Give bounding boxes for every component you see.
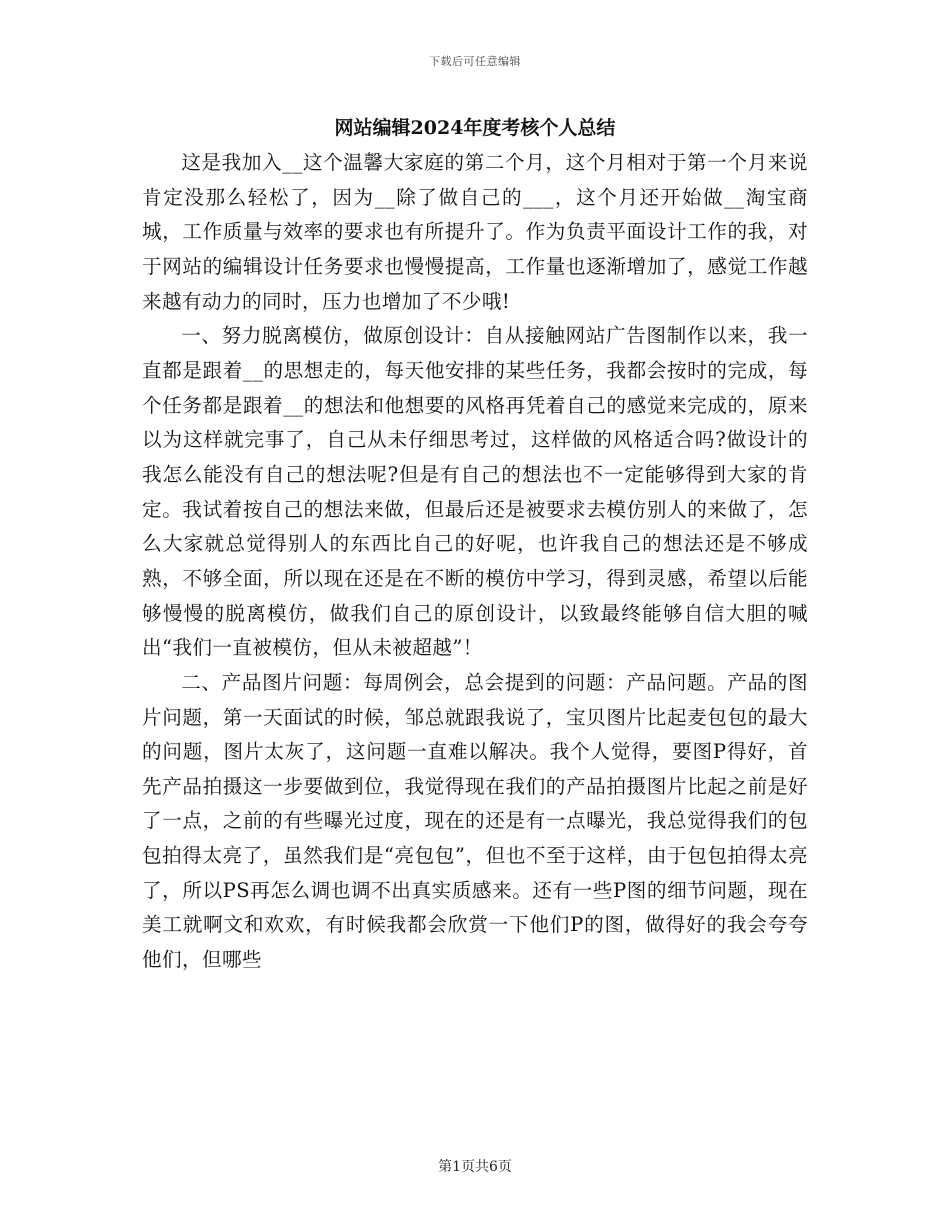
paragraph-section-1: 一、努力脱离模仿，做原创设计：自从接触网站广告图制作以来，我一直都是跟着__的思想走的，每天他安排的某些任务，我都会按时的完成，每个任务都是跟着__的想法和他想要的风格再凭着自己的感觉来完成的，原来以为这样就完事了，自己从未仔细思考过，这样做的风格适合吗?做设计的我怎么能没有自己的想法呢?但是有自己的想法也不一定能够得到大家的肯定。我试着按自己的想法来做，但最后还是被要求去模仿别人的来做了，怎么大家就总觉得别人的东西比自己的好呢，也许我自己的想法还是不够成熟，不够全面，所以现在还是在不断的模仿中学习，得到灵感，希望以后能够慢慢的脱离模仿，做我们自己的原创设计，以致最终能够自信大胆的喊出“我们一直被模仿，但从未被超越”！ (142, 324, 808, 660)
document-title: 网站编辑2024年度考核个人总结 (334, 117, 616, 139)
header-note: 下载后可任意编辑 (429, 55, 521, 68)
paragraph-section-2: 二、产品图片问题：每周例会，总会提到的问题：产品问题。产品的图片问题，第一天面试的时候，邹总就跟我说了，宝贝图片比起麦包包的最大的问题，图片太灰了，这问题一直难以解决。我个人觉得，要图P得好，首先产品拍摄这一步要做到位，我觉得现在我们的产品拍摄图片比起之前是好了一点，之前的有些曝光过度，现在的还是有一点曝光，我总觉得我们的包包拍得太亮了，虽然我们是“亮包包”，但也不至于这样，由于包包拍得太亮了，所以PS再怎么调也调不出真实质感来。还有一些P图的细节问题，现在美工就啊文和欢欢，有时候我都会欣赏一下他们P的图，做得好的我会夸夸他们，但哪些 (142, 670, 808, 972)
paragraph-intro: 这是我加入__这个温馨大家庭的第二个月，这个月相对于第一个月来说肯定没那么轻松了，因为__除了做自己的___，这个月还开始做__淘宝商城，工作质量与效率的要求也有所提升了。作为负责平面设计工作的我，对于网站的编辑设计任务要求也慢慢提高，工作量也逐渐增加了，感觉工作越来越有动力的同时，压力也增加了不少哦! (142, 151, 808, 313)
document-body (142, 146, 808, 978)
page-number: 第1页共6页 (438, 1159, 512, 1175)
